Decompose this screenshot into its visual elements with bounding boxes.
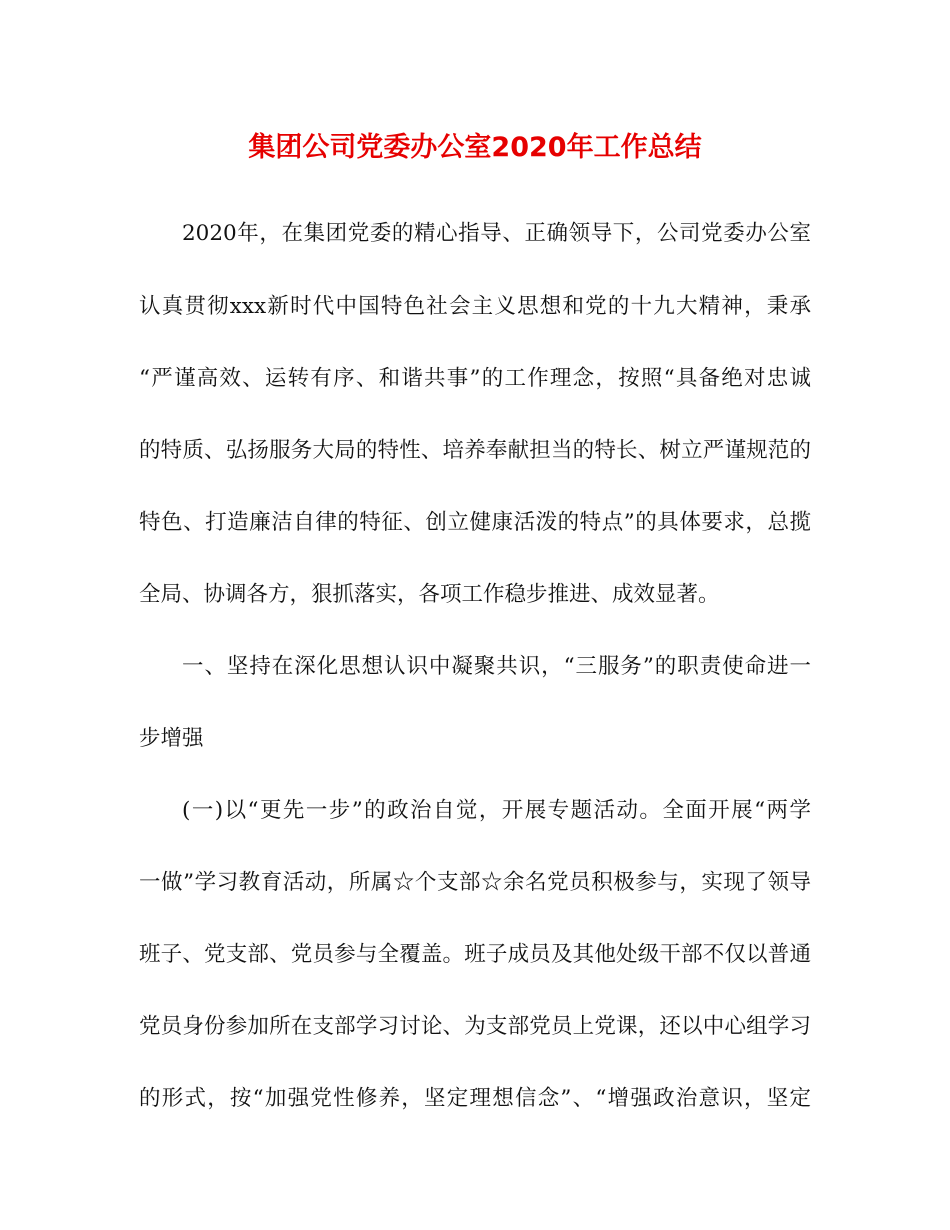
paragraph-line: (一)以“更先一步”的政治自觉，开展专题活动。全面开展“两学 [182,798,811,823]
paragraph-line: 2020年，在集团党委的精心指导、正确领导下，公司党委办公室 [182,221,811,246]
paragraph-line: “严谨高效、运转有序、和谐共事”的工作理念，按照“具备绝对忠诚 [139,366,811,391]
paragraph-line: 的形式，按“加强党性修养，坚定理想信念”、“增强政治意识，坚定 [139,1086,811,1111]
paragraph-line: 党员身份参加所在支部学习讨论、为支部党员上党课，还以中心组学习 [139,1014,811,1039]
section-heading-line: 步增强 [139,726,204,751]
paragraph-line: 全局、协调各方，狠抓落实，各项工作稳步推进、成效显著。 [139,582,720,607]
document-title: 集团公司党委办公室2020年工作总结 [248,132,702,163]
paragraph-line: 班子、党支部、党员参与全覆盖。班子成员及其他处级干部不仅以普通 [139,942,811,967]
paragraph-line: 认真贯彻xxx新时代中国特色社会主义思想和党的十九大精神，秉承 [139,294,811,319]
paragraph-line: 一做”学习教育活动，所属☆个支部☆余名党员积极参与，实现了领导 [139,870,811,895]
paragraph-line: 特色、打造廉洁自律的特征、创立健康活泼的特点”的具体要求，总揽 [139,510,811,535]
paragraph-line: 的特质、弘扬服务大局的特性、培养奉献担当的特长、树立严谨规范的 [139,438,811,463]
section-heading-line: 一、坚持在深化思想认识中凝聚共识，“三服务”的职责使命进一 [182,654,811,679]
